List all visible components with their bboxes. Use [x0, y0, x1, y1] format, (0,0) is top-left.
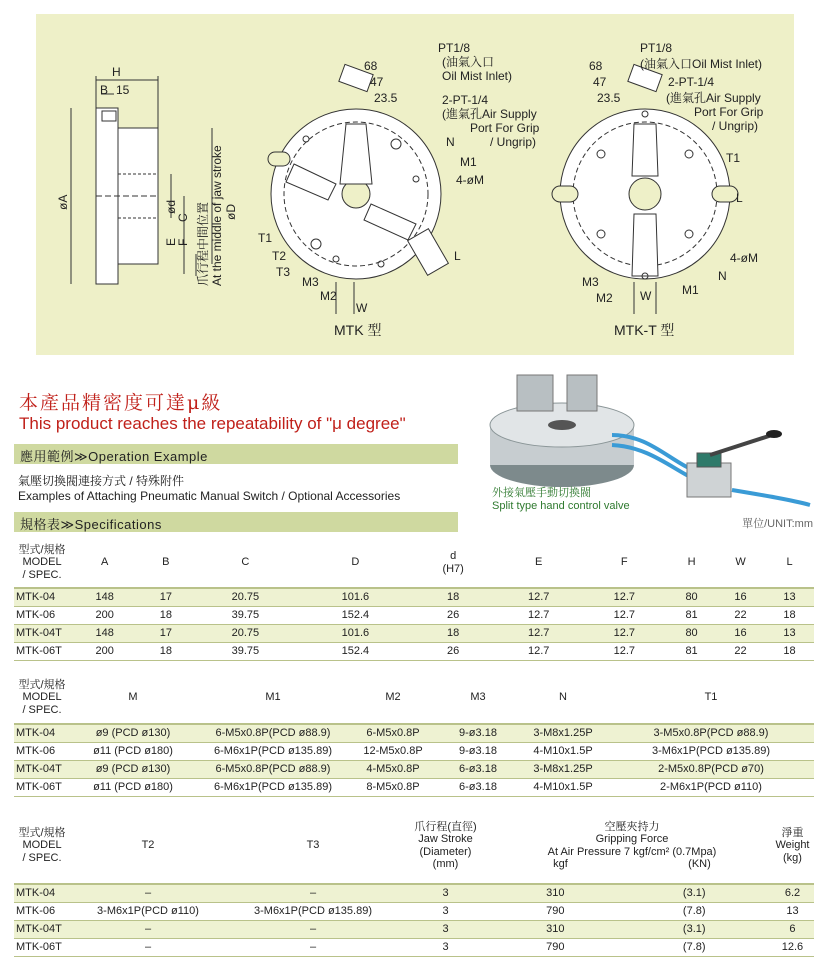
mtkt-dim-47: 47	[593, 75, 607, 89]
table-cell: 6-M5x0.8P(PCD ø88.9)	[198, 760, 348, 778]
mtkt-M1: M1	[682, 283, 699, 297]
table-row	[14, 742, 814, 760]
spec-table-dimensions	[14, 538, 814, 661]
weight-header-en: Weight	[775, 839, 810, 852]
unit-label: 單位/UNIT:mm	[742, 518, 813, 530]
table-cell: MTK-04	[14, 588, 68, 606]
table-cell: 6-M6x1P(PCD ø135.89)	[198, 778, 348, 796]
dim-C: C	[176, 213, 190, 222]
dim-A: øA	[56, 194, 70, 210]
operation-text-cn: 氣壓切換閥連接方式 / 特殊附件	[18, 474, 185, 488]
stroke-header-cn: 爪行程(直徑)	[414, 821, 477, 834]
table-row	[14, 884, 814, 902]
table-cell: MTK-06	[14, 606, 68, 624]
table-cell: 22	[716, 642, 765, 660]
spec-table-threads	[14, 672, 814, 797]
mtk-M1: M1	[460, 155, 477, 169]
table-cell: 13	[765, 624, 814, 642]
mtkt-air-cn: (進氣孔Air Supply	[666, 91, 761, 105]
side-view	[71, 76, 212, 284]
dim-F: F	[176, 238, 190, 246]
table-cell: 101.6	[300, 588, 410, 606]
table-row	[14, 760, 814, 778]
table-cell: 26	[410, 606, 495, 624]
mtkt-M2: M2	[596, 291, 613, 305]
mtkt-dim-68: 68	[589, 59, 603, 73]
table-cell: 152.4	[300, 642, 410, 660]
mtk-T2: T2	[272, 249, 287, 263]
table-cell: MTK-04	[14, 884, 68, 902]
table-cell: 20.75	[190, 588, 300, 606]
operation-text-en: Examples of Attaching Pneumatic Manual Switch / Optional Accessories	[18, 489, 401, 503]
table-cell: 12.7	[581, 642, 667, 660]
mtkt-air-pt: 2-PT-1/4	[668, 75, 715, 89]
mtk-air-en1: Port For Grip	[470, 121, 540, 135]
table-cell: 12.7	[581, 624, 667, 642]
table-cell: 9-ø3.18	[438, 724, 518, 742]
stroke-header-en: Jaw Stroke	[418, 833, 473, 846]
col-header: M	[68, 672, 198, 724]
model-header	[14, 538, 68, 588]
spec-table-performance	[14, 808, 814, 957]
table-cell: 3	[398, 884, 493, 902]
table-row	[14, 902, 814, 920]
col-header: T1	[608, 672, 814, 724]
mtk-dim-68: 68	[364, 59, 378, 73]
table-cell: 3-M6x1P(PCD ø110)	[68, 902, 228, 920]
mtk-air-pt: 2-PT-1/4	[442, 93, 489, 107]
operation-section-bar: 應用範例≫Operation Example	[14, 444, 458, 464]
table-cell: 200	[68, 606, 141, 624]
table-row	[14, 606, 814, 624]
force-header-kgf: kgf	[553, 857, 568, 870]
model-header-en: MODEL	[22, 556, 62, 569]
table-cell: (3.1)	[618, 884, 771, 902]
stroke-note-en: At the middle of jaw stroke	[210, 145, 224, 286]
table-cell: MTK-04T	[14, 760, 68, 778]
table-cell: 8-M5x0.8P	[348, 778, 438, 796]
table-cell: 81	[667, 642, 716, 660]
table-cell: –	[68, 938, 228, 956]
col-header	[410, 538, 495, 588]
weight-header-unit: (kg)	[783, 851, 802, 864]
table-cell: 6-M5x0.8P(PCD ø88.9)	[198, 724, 348, 742]
table-row	[14, 920, 814, 938]
table-cell: 3	[398, 938, 493, 956]
spec-section-bar: 規格表≫Specifications	[14, 512, 458, 532]
table-cell: (7.8)	[618, 902, 771, 920]
table-cell: 18	[141, 642, 190, 660]
table-cell: 3-M6x1P(PCD ø135.89)	[228, 902, 398, 920]
table-cell: MTK-06	[14, 742, 68, 760]
table-cell: 6-ø3.18	[438, 778, 518, 796]
table-row	[14, 642, 814, 660]
model-header-spec: / SPEC.	[22, 568, 62, 581]
model-header-cn: 型式/規格	[18, 544, 66, 557]
table-cell: 22	[716, 606, 765, 624]
model-header-en: MODEL	[22, 691, 62, 704]
mtk-W: W	[356, 301, 368, 315]
mtk-air-cn: (進氣孔Air Supply	[442, 107, 537, 121]
mtk-pt: PT1/8	[438, 41, 471, 55]
force-header-pressure: At Air Pressure 7 kgf/cm² (0.7Mpa)	[547, 845, 717, 858]
table-cell: 148	[68, 588, 141, 606]
table-cell: 3-M8x1.25P	[518, 724, 608, 742]
headline-cn: 本產品精密度可達μ級	[19, 392, 223, 414]
table-cell: 16	[716, 588, 765, 606]
table-cell: 80	[667, 624, 716, 642]
col-header-h7: (H7)	[442, 562, 464, 575]
technical-drawing-panel	[36, 14, 794, 355]
table-cell: 6-M5x0.8P	[348, 724, 438, 742]
model-header	[14, 808, 68, 884]
table-cell: 6-M6x1P(PCD ø135.89)	[198, 742, 348, 760]
table-cell: 20.75	[190, 624, 300, 642]
table-cell: 101.6	[300, 624, 410, 642]
dim-B: B	[100, 83, 109, 97]
col-header-force	[493, 808, 771, 884]
mtk-L: L	[454, 249, 461, 263]
table-cell: 12.7	[496, 588, 582, 606]
table-cell: MTK-06T	[14, 938, 68, 956]
table-cell: 12.7	[496, 642, 582, 660]
table-cell: 4-M10x1.5P	[518, 778, 608, 796]
mtkt-M3: M3	[582, 275, 599, 289]
col-header-weight	[771, 808, 814, 884]
col-header: A	[68, 538, 141, 588]
mtk-M3: M3	[302, 275, 319, 289]
stroke-header-unit: (mm)	[432, 857, 459, 870]
col-header: L	[765, 538, 814, 588]
mtkt-N: N	[718, 269, 727, 283]
table-cell: MTK-04T	[14, 920, 68, 938]
model-header-spec: / SPEC.	[22, 851, 62, 864]
weight-header-cn: 淨重	[781, 827, 804, 840]
table-cell: MTK-06T	[14, 778, 68, 796]
table-cell: 3-M5x0.8P(PCD ø88.9)	[608, 724, 814, 742]
col-header: T3	[228, 808, 398, 884]
table-cell: 2-M5x0.8P(PCD ø70)	[608, 760, 814, 778]
col-header: B	[141, 538, 190, 588]
table-cell: 3	[398, 902, 493, 920]
mtk-dim-47: 47	[370, 75, 384, 89]
model-header-cn: 型式/規格	[18, 679, 66, 692]
model-header	[14, 672, 68, 724]
table-cell: ø11 (PCD ø180)	[68, 742, 198, 760]
table-row	[14, 724, 814, 742]
table-cell: 13	[771, 902, 814, 920]
table-cell: 80	[667, 588, 716, 606]
table-cell: 12.7	[496, 606, 582, 624]
table-cell: MTK-06T	[14, 642, 68, 660]
table-cell: ø9 (PCD ø130)	[68, 724, 198, 742]
dim-H: H	[112, 65, 121, 79]
table-cell: –	[228, 938, 398, 956]
mtkt-pt: PT1/8	[640, 41, 673, 55]
table-cell: –	[68, 920, 228, 938]
photo-caption-cn: 外接氣壓手動切換閥	[492, 487, 591, 499]
dim-D: øD	[224, 204, 238, 220]
mtkt-air-en2: / Ungrip)	[712, 119, 759, 133]
table-cell: 18	[141, 606, 190, 624]
table-cell: 6	[771, 920, 814, 938]
photo-caption-en: Split type hand control valve	[492, 499, 630, 512]
mtk-N: N	[446, 135, 455, 149]
col-header: M2	[348, 672, 438, 724]
table-cell: 26	[410, 642, 495, 660]
table-cell: 17	[141, 624, 190, 642]
mtk-oil-cn: (油氣入口	[442, 55, 494, 69]
table-cell: 790	[493, 902, 618, 920]
col-header: F	[581, 538, 667, 588]
mtkt-W: W	[640, 289, 652, 303]
model-header-en: MODEL	[22, 839, 62, 852]
table-cell: 18	[410, 624, 495, 642]
stroke-note-cn: 爪行程中間位置	[196, 201, 210, 286]
col-header-d: d	[450, 550, 457, 563]
table-cell: 18	[765, 642, 814, 660]
table-cell: 152.4	[300, 606, 410, 624]
table-cell: 18	[765, 606, 814, 624]
table-row	[14, 624, 814, 642]
table-cell: (7.8)	[618, 938, 771, 956]
mtk-caption: MTK 型	[334, 322, 382, 338]
table-cell: 12.6	[771, 938, 814, 956]
mtkt-M: 4-øM	[730, 251, 758, 265]
table-cell: 3	[398, 920, 493, 938]
table-cell: 17	[141, 588, 190, 606]
table-cell: 16	[716, 624, 765, 642]
stroke-header-diameter: (Diameter)	[419, 845, 472, 858]
table-cell: 200	[68, 642, 141, 660]
mtkt-oil: (油氣入口Oil Mist Inlet)	[640, 57, 763, 71]
table-cell: 18	[410, 588, 495, 606]
table-cell: 81	[667, 606, 716, 624]
mtkt-dim-23-5: 23.5	[597, 91, 621, 105]
col-header: E	[496, 538, 582, 588]
col-header: M1	[198, 672, 348, 724]
table-row	[14, 778, 814, 796]
dim-B-value: 15	[116, 83, 130, 97]
col-header-stroke	[398, 808, 493, 884]
table-cell: 310	[493, 884, 618, 902]
table-cell: 6-ø3.18	[438, 760, 518, 778]
force-header-cn: 空壓夾持力	[604, 821, 660, 834]
mtk-air-en2: / Ungrip)	[490, 135, 537, 149]
table-cell: MTK-06	[14, 902, 68, 920]
mtk-T3: T3	[276, 265, 291, 279]
mtk-M: 4-øM	[456, 173, 484, 187]
table-cell: 9-ø3.18	[438, 742, 518, 760]
mtkt-air-en1: Port For Grip	[694, 105, 764, 119]
mtkt-T1: T1	[726, 151, 741, 165]
table-cell: 6.2	[771, 884, 814, 902]
mtkt-caption: MTK-T 型	[614, 322, 675, 338]
col-header: N	[518, 672, 608, 724]
mtk-dim-23-5: 23.5	[374, 91, 398, 105]
table-cell: 4-M5x0.8P	[348, 760, 438, 778]
table-cell: 12-M5x0.8P	[348, 742, 438, 760]
force-header-en: Gripping Force	[595, 833, 669, 846]
model-header-spec: / SPEC.	[22, 703, 62, 716]
headline-en: This product reaches the repeatability of "μ degree"	[19, 414, 406, 433]
dim-E: E	[164, 237, 178, 246]
table-cell: 13	[765, 588, 814, 606]
col-header: M3	[438, 672, 518, 724]
table-cell: 39.75	[190, 642, 300, 660]
model-header-cn: 型式/規格	[18, 827, 66, 840]
table-cell: 4-M10x1.5P	[518, 742, 608, 760]
table-cell: 12.7	[581, 606, 667, 624]
table-cell: 12.7	[496, 624, 582, 642]
mtk-T1: T1	[258, 231, 273, 245]
col-header: W	[716, 538, 765, 588]
table-cell: 2-M6x1P(PCD ø110)	[608, 778, 814, 796]
col-header: T2	[68, 808, 228, 884]
table-cell: –	[68, 884, 228, 902]
table-row	[14, 588, 814, 606]
mtk-oil-en: Oil Mist Inlet)	[442, 69, 513, 83]
dim-d: ød	[164, 199, 178, 214]
table-cell: 3-M8x1.25P	[518, 760, 608, 778]
table-cell: 39.75	[190, 606, 300, 624]
mtk-M2: M2	[320, 289, 337, 303]
table-cell: –	[228, 920, 398, 938]
col-header: H	[667, 538, 716, 588]
mtkt-L: L	[736, 191, 743, 205]
table-cell: –	[228, 884, 398, 902]
mtk-front-view	[268, 64, 448, 314]
table-cell: 790	[493, 938, 618, 956]
table-cell: MTK-04T	[14, 624, 68, 642]
table-cell: ø9 (PCD ø130)	[68, 760, 198, 778]
table-row	[14, 938, 814, 956]
col-header: C	[190, 538, 300, 588]
table-cell: 3-M6x1P(PCD ø135.89)	[608, 742, 814, 760]
col-header: D	[300, 538, 410, 588]
table-cell: (3.1)	[618, 920, 771, 938]
table-cell: 12.7	[581, 588, 667, 606]
table-cell: 148	[68, 624, 141, 642]
table-cell: ø11 (PCD ø180)	[68, 778, 198, 796]
photo-caption	[492, 487, 630, 512]
table-cell: 310	[493, 920, 618, 938]
table-cell: MTK-04	[14, 724, 68, 742]
force-header-kn: (KN)	[688, 857, 711, 870]
